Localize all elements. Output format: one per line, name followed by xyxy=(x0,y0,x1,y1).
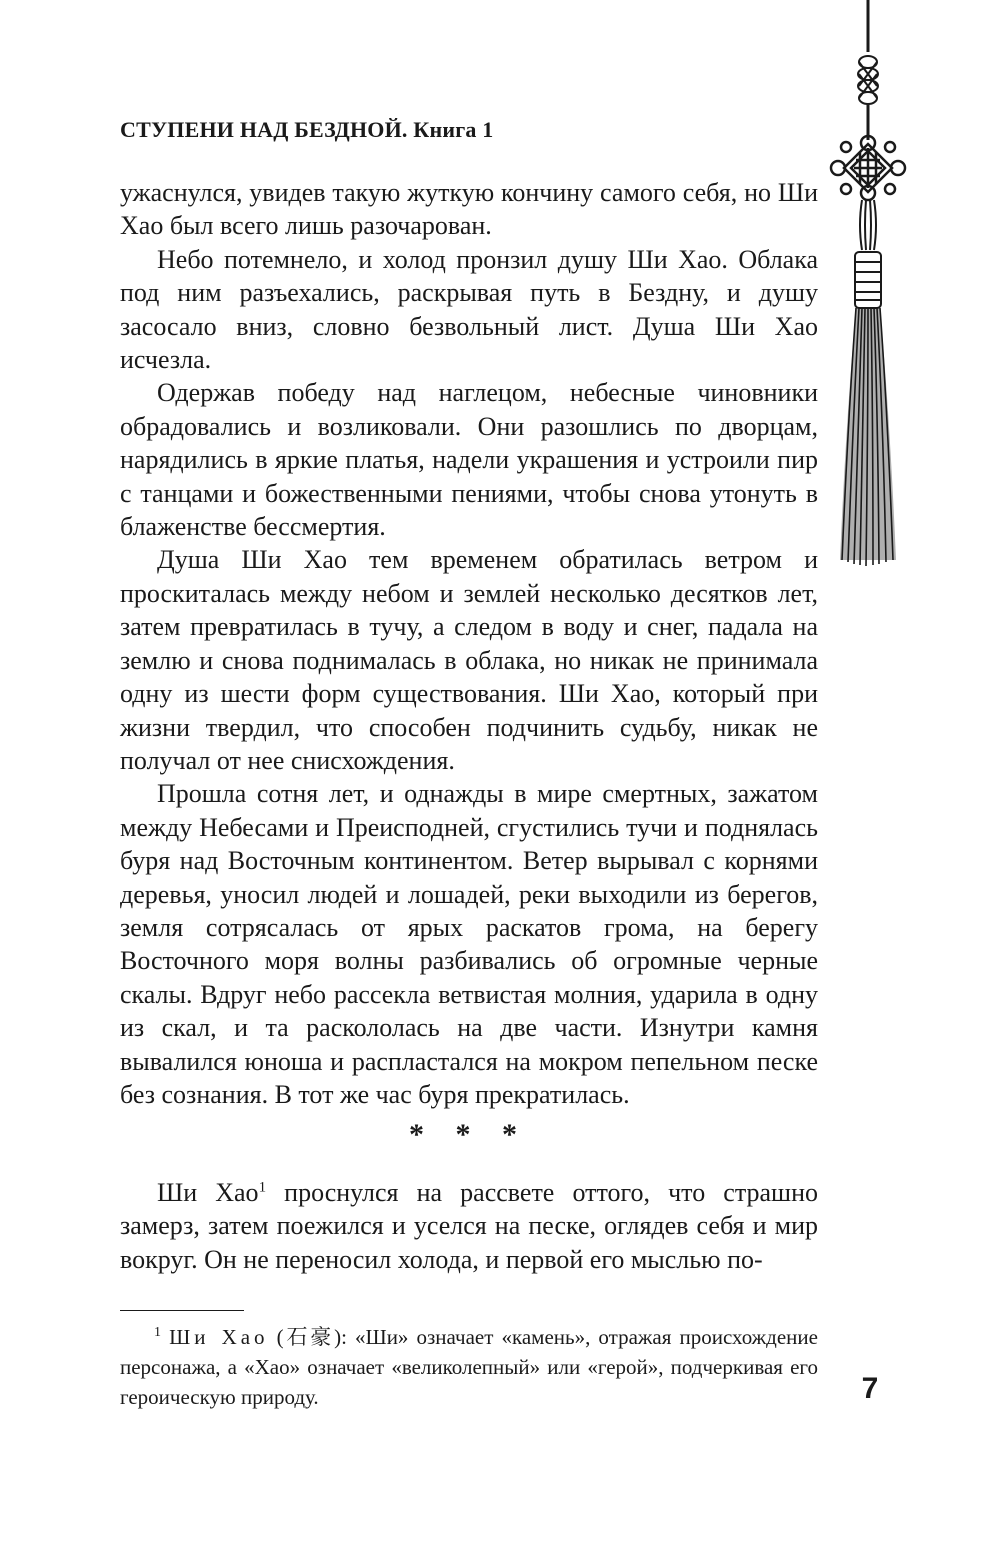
paragraph: Одержав победу над наглецом, небесные чиновники обрадовались и возликовали. Они разошлись по дворцам, нарядились в яркие платья, надели украшения и устроили пир с танцами и божественными пениями, чтобы снова утонуть в блаженстве бессмертия. xyxy=(120,378,818,542)
running-head-title: СТУПЕНИ НАД БЕЗДНОЙ. xyxy=(120,117,408,142)
paragraph-text: проснулся на рассвете оттого, что страшно замерз, затем поежился и уселся на песке, оглядев себя и мир вокруг. Он не переносил холода, и первой его мыслью по- xyxy=(120,1178,818,1274)
paragraph xyxy=(120,1176,818,1276)
footnote-text: «Ши» означает «камень», отражая происхождение персонажа, а «Хао» означает «великолепный» или «герой», подчеркивая его героическую природу. xyxy=(120,1325,818,1409)
footnote xyxy=(120,1322,818,1412)
footnote-paragraph xyxy=(120,1322,818,1412)
paragraph: Небо потемнело, и холод пронзил душу Ши Хао. Облака под ним разъехались, раскрывая путь в Бездну, и душу засосало вниз, словно безвольный лист. Душа Ши Хао исчезла. xyxy=(120,244,818,375)
paragraph: ужаснулся, увидев такую жуткую кончину самого себя, но Ши Хао был всего лишь разочарован. xyxy=(120,178,818,241)
tassel-ornament-icon xyxy=(818,0,918,580)
paragraph: Душа Ши Хао тем временем обратилась ветром и проскиталась между небом и землей несколько десятков лет, затем превратилась в тучу, а следом в воду и снег, падала на землю и снова поднималась в облака, но никак не принимала одну из шести форм существования. Ши Хао, который при жизни твердил, что способен подчинить судьбу, никак не получал от нее снисхождения. xyxy=(120,545,818,775)
page-number: 7 xyxy=(861,1372,879,1405)
main-text xyxy=(120,176,818,1111)
running-head xyxy=(120,117,494,143)
character-name: Ши Хао xyxy=(157,1178,259,1207)
footnote-reference[interactable]: 1 xyxy=(258,1179,267,1196)
footnote-term: Ши Хао xyxy=(169,1325,269,1349)
section-separator: * * * xyxy=(409,1118,529,1151)
footnote-number: 1 xyxy=(154,1325,161,1340)
running-head-book: Книга 1 xyxy=(413,117,494,142)
second-section-text xyxy=(120,1176,818,1276)
footnote-hanzi: (石豪): xyxy=(276,1325,347,1349)
paragraph: Прошла сотня лет, и однажды в мире смертных, зажатом между Небесами и Преисподней, сгустились тучи и поднялась буря над Восточным континентом. Ветер вырывал с корнями деревья, уносил людей и лошадей, реки выходили из берегов, земля сотрясалась от ярых раскатов грома, на берегу Восточного моря волны разбивались об огромные черные скалы. Вдруг небо рассекла ветвистая молния, ударила в одну из скал, и та раскололась на две части. Изнутри камня вывалился юноша и распластался на мокром пепельном песке без сознания. В тот же час буря прекратилась. xyxy=(120,779,818,1109)
footnote-divider xyxy=(120,1310,244,1311)
